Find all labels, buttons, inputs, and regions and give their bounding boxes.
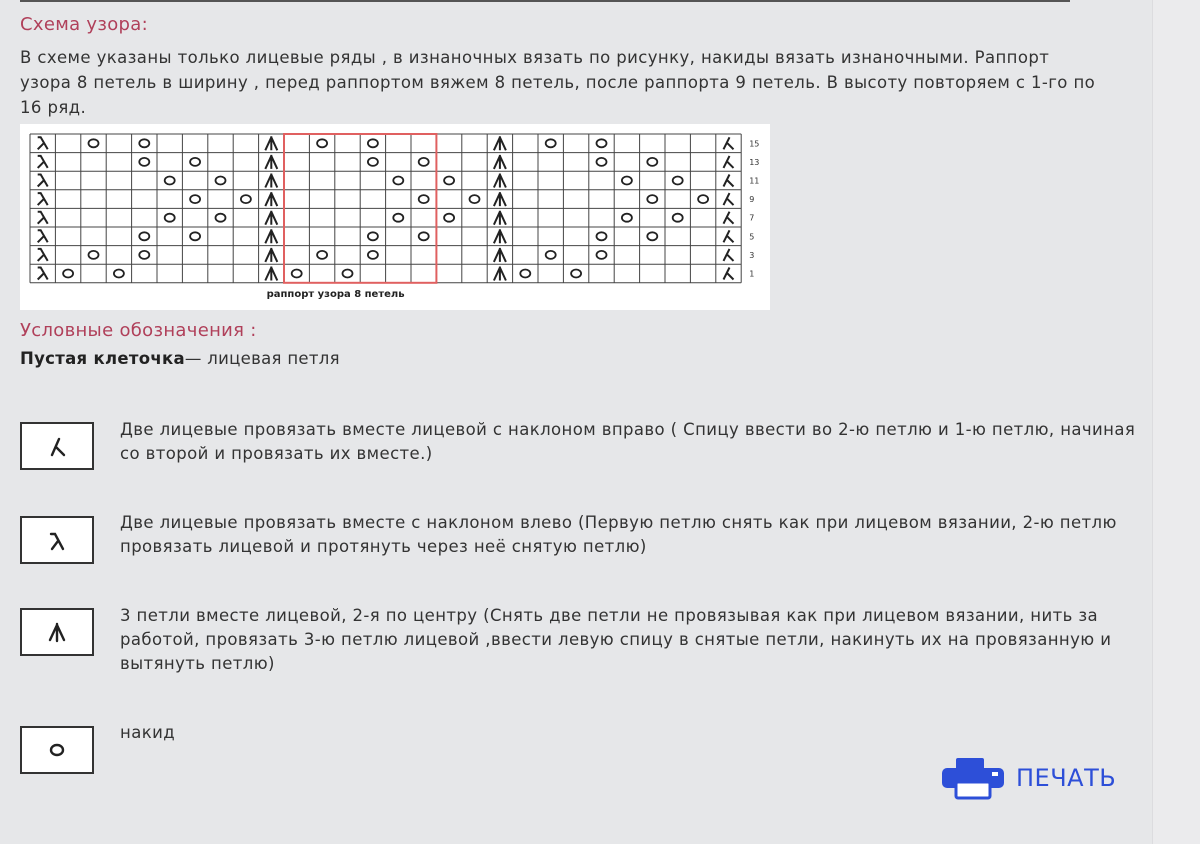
chart-yarn-over	[647, 158, 657, 166]
legend-symbol-box	[20, 422, 94, 470]
chart-yarn-over	[139, 139, 149, 147]
chart-yarn-over	[63, 270, 73, 278]
chart-yarn-over	[419, 158, 429, 166]
chart-yarn-over	[647, 195, 657, 203]
pattern-chart	[20, 124, 770, 310]
chart-yarn-over	[139, 158, 149, 166]
chart-yarn-over	[673, 177, 683, 185]
chart-yarn-over	[241, 195, 251, 203]
chart-caption: раппорт узора 8 петель	[266, 288, 405, 300]
chart-yarn-over	[89, 251, 99, 259]
chart-three-together-center	[265, 174, 277, 188]
chart-two-together-left	[38, 268, 48, 280]
page-right-margin	[1152, 0, 1200, 844]
legend-empty-cell	[20, 349, 340, 368]
chart-yarn-over	[698, 195, 708, 203]
chart-yarn-over	[597, 232, 607, 240]
chart-yarn-over	[419, 232, 429, 240]
top-divider	[20, 0, 1070, 2]
chart-two-together-left	[38, 156, 48, 168]
legend-empty-cell-desc: — лицевая петля	[184, 349, 340, 368]
chart-yarn-over	[647, 232, 657, 240]
legend-item-text: накид	[120, 723, 175, 742]
chart-yarn-over	[673, 214, 683, 222]
chart-two-together-left	[38, 212, 48, 224]
chart-yarn-over	[114, 270, 124, 278]
legend-item-text: 3 петли вместе лицевой, 2-я по центру (Снять две петли не провязывая как при лицевом вязании, нить за работой, провязать 3-ю петлю лицевой ,ввести левую спицу в снятые петли, накинуть их на провязанную и вытянуть петлю)	[120, 606, 1112, 673]
chart-three-together-center	[494, 211, 506, 225]
legend-item-text: Две лицевые провязать вместе лицевой с наклоном вправо ( Спицу ввести во 2-ю петлю и 1-ю петлю, начиная со второй и провязать их вместе.)	[120, 420, 1136, 463]
chart-two-together-left	[38, 249, 48, 261]
chart-row-label: 5	[749, 232, 755, 242]
chart-yarn-over	[139, 251, 149, 259]
pattern-heading: Схема узора:	[20, 14, 148, 35]
legend-item-text: Две лицевые провязать вместе с наклоном влево (Первую петлю снять как при лицевом вязании, 2-ю петлю провязать лицевой и протянуть через неё снятую петлю)	[120, 513, 1117, 556]
two-together-right-icon	[44, 433, 70, 459]
chart-three-together-center	[494, 155, 506, 169]
chart-yarn-over	[546, 139, 556, 147]
chart-yarn-over	[165, 177, 175, 185]
chart-yarn-over	[597, 139, 607, 147]
chart-yarn-over	[190, 232, 200, 240]
chart-two-together-right	[724, 230, 734, 242]
chart-three-together-center	[265, 267, 277, 281]
chart-row-label: 11	[749, 176, 760, 186]
chart-three-together-center	[494, 267, 506, 281]
chart-row-label: 15	[749, 139, 760, 149]
chart-yarn-over	[139, 232, 149, 240]
chart-three-together-center	[265, 211, 277, 225]
three-together-center-icon	[44, 619, 70, 645]
yarn-over-icon	[44, 737, 70, 763]
legend-symbol-box	[20, 516, 94, 564]
chart-yarn-over	[368, 158, 378, 166]
chart-yarn-over	[292, 270, 302, 278]
chart-three-together-center	[494, 174, 506, 188]
chart-yarn-over	[190, 195, 200, 203]
chart-row-label: 13	[749, 157, 760, 167]
chart-two-together-right	[724, 193, 734, 205]
chart-three-together-center	[265, 229, 277, 243]
chart-row-label: 3	[749, 250, 755, 260]
chart-three-together-center	[494, 229, 506, 243]
chart-yarn-over	[546, 251, 556, 259]
legend-heading: Условные обозначения :	[20, 320, 257, 341]
chart-two-together-left	[38, 175, 48, 187]
chart-yarn-over	[368, 139, 378, 147]
chart-yarn-over	[317, 251, 327, 259]
chart-row-label: 1	[749, 269, 755, 279]
chart-yarn-over	[89, 139, 99, 147]
chart-yarn-over	[520, 270, 530, 278]
chart-three-together-center	[494, 248, 506, 262]
chart-two-together-right	[724, 156, 734, 168]
chart-two-together-left	[38, 230, 48, 242]
two-together-left-icon	[44, 527, 70, 553]
chart-yarn-over	[165, 214, 175, 222]
chart-row-label: 7	[749, 213, 755, 223]
chart-yarn-over	[444, 214, 454, 222]
chart-row-label: 9	[749, 195, 755, 205]
chart-yarn-over	[368, 232, 378, 240]
chart-yarn-over	[444, 177, 454, 185]
chart-two-together-left	[38, 193, 48, 205]
chart-yarn-over	[571, 270, 581, 278]
pattern-chart-svg	[20, 124, 770, 310]
chart-two-together-right	[724, 137, 734, 149]
chart-yarn-over	[597, 251, 607, 259]
chart-three-together-center	[265, 136, 277, 150]
chart-two-together-left	[38, 137, 48, 149]
chart-yarn-over	[343, 270, 353, 278]
legend-symbol-box	[20, 608, 94, 656]
chart-yarn-over	[597, 158, 607, 166]
chart-yarn-over	[419, 195, 429, 203]
legend-empty-cell-label: Пустая клеточка	[20, 349, 185, 368]
chart-yarn-over	[622, 214, 632, 222]
chart-three-together-center	[265, 155, 277, 169]
print-button[interactable]	[940, 756, 1116, 800]
chart-yarn-over	[393, 214, 403, 222]
chart-two-together-right	[724, 212, 734, 224]
chart-three-together-center	[494, 192, 506, 206]
legend-symbol-box	[20, 726, 94, 774]
chart-yarn-over	[470, 195, 480, 203]
chart-two-together-right	[724, 249, 734, 261]
chart-three-together-center	[265, 248, 277, 262]
chart-yarn-over	[317, 139, 327, 147]
chart-two-together-right	[724, 175, 734, 187]
chart-yarn-over	[622, 177, 632, 185]
chart-yarn-over	[190, 158, 200, 166]
chart-yarn-over	[216, 177, 226, 185]
chart-three-together-center	[494, 136, 506, 150]
pattern-description: В схеме указаны только лицевые ряды , в изнаночных вязать по рисунку, накиды вязать изнаночными. Раппорт узора 8 петель в ширину , перед раппортом вяжем 8 петель, после раппорта 9 петель. В высоту повторяем с 1-го по 16 ряд.	[20, 48, 1096, 117]
printer-icon	[940, 756, 1006, 800]
chart-yarn-over	[368, 251, 378, 259]
chart-yarn-over	[393, 177, 403, 185]
print-label: ПЕЧАТЬ	[1016, 764, 1117, 792]
chart-two-together-right	[724, 268, 734, 280]
chart-three-together-center	[265, 192, 277, 206]
chart-yarn-over	[216, 214, 226, 222]
